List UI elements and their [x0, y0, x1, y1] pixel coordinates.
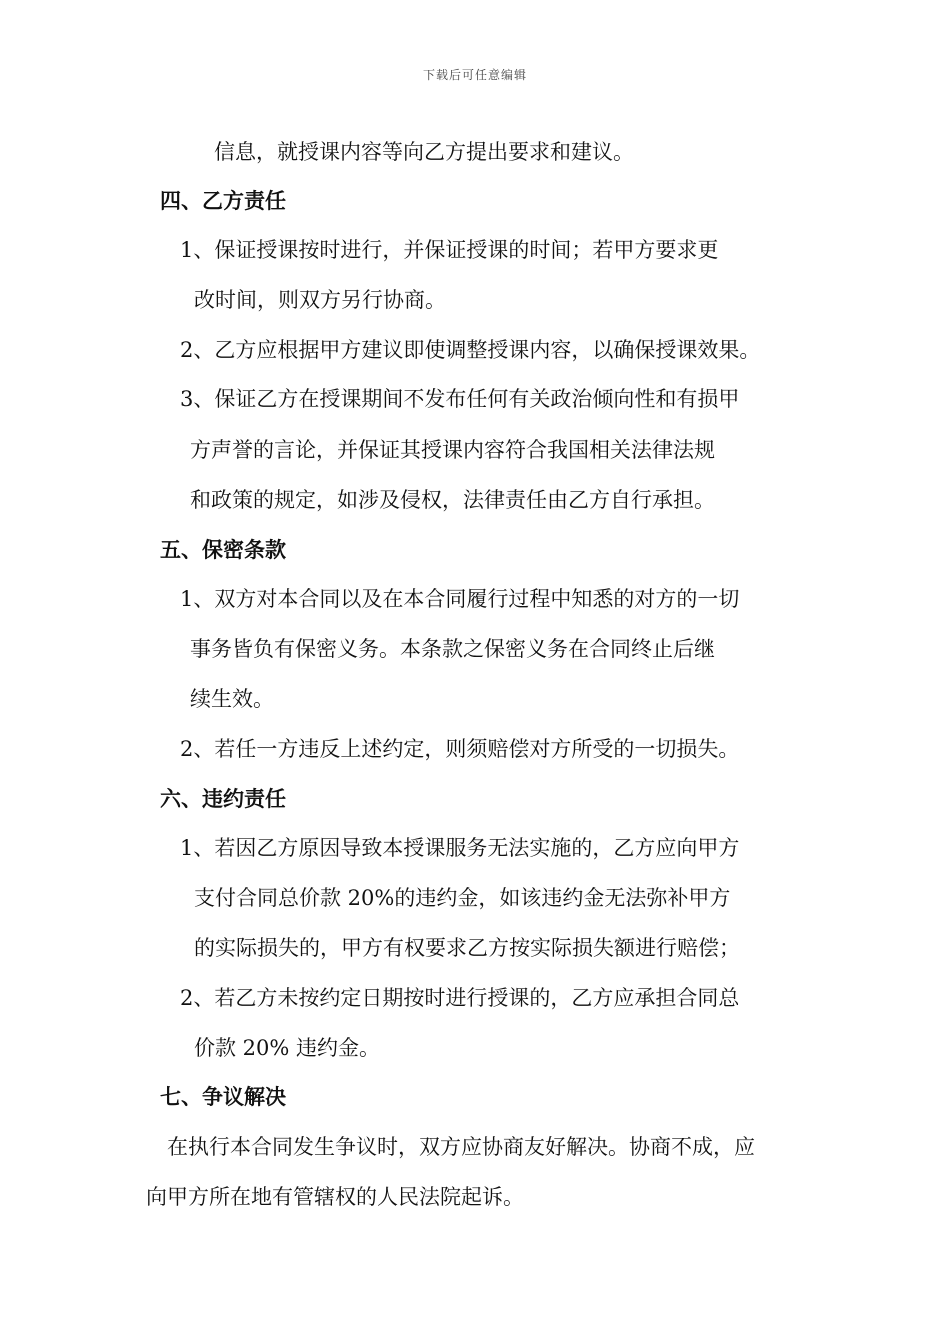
list-item-line: 价款 20% 违约金。	[194, 1036, 381, 1060]
list-item-line: 1、双方对本合同以及在本合同履行过程中知悉的对方的一切	[180, 587, 740, 611]
list-item-line: 方声誉的言论，并保证其授课内容符合我国相关法律法规	[190, 438, 715, 462]
paragraph-line: 在执行本合同发生争议时，双方应协商友好解决。协商不成，应	[167, 1135, 755, 1159]
section-heading-6: 六、违约责任	[160, 786, 286, 811]
paragraph-line: 信息，就授课内容等向乙方提出要求和建议。	[214, 140, 634, 164]
list-item-line: 事务皆负有保密义务。本条款之保密义务在合同终止后继	[190, 637, 715, 661]
list-item-line: 续生效。	[190, 687, 274, 711]
page-header-note: 下载后可任意编辑	[422, 68, 527, 82]
section-heading-5: 五、保密条款	[160, 537, 286, 562]
list-item-line: 2、若任一方违反上述约定，则须赔偿对方所受的一切损失。	[180, 737, 740, 761]
list-item-line: 2、乙方应根据甲方建议即使调整授课内容，以确保授课效果。	[180, 338, 761, 362]
list-item-line: 2、若乙方未按约定日期按时进行授课的，乙方应承担合同总	[180, 986, 740, 1010]
section-heading-7: 七、争议解决	[160, 1084, 286, 1109]
list-item-line: 1、若因乙方原因导致本授课服务无法实施的，乙方应向甲方	[180, 836, 740, 860]
paragraph-line: 向甲方所在地有管辖权的人民法院起诉。	[146, 1185, 524, 1209]
section-heading-4: 四、乙方责任	[160, 188, 286, 213]
list-item-line: 改时间，则双方另行协商。	[194, 288, 446, 312]
list-item-line: 3、保证乙方在授课期间不发布任何有关政治倾向性和有损甲	[180, 387, 740, 411]
list-item-line: 和政策的规定，如涉及侵权，法律责任由乙方自行承担。	[190, 488, 715, 512]
list-item-line: 的实际损失的，甲方有权要求乙方按实际损失额进行赔偿；	[194, 936, 740, 960]
list-item-line: 1、保证授课按时进行，并保证授课的时间；若甲方要求更	[180, 238, 719, 262]
list-item-line: 支付合同总价款 20%的违约金，如该违约金无法弥补甲方	[194, 886, 731, 910]
